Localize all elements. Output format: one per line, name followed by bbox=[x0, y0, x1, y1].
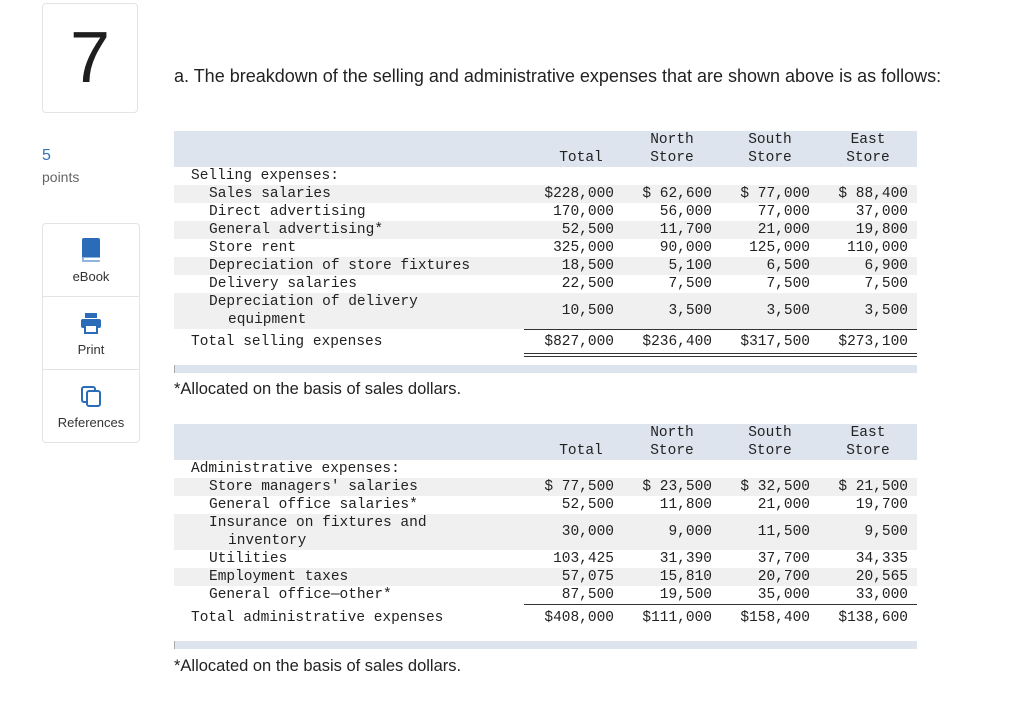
total-east: $273,100 bbox=[838, 334, 908, 350]
ebook-label: eBook bbox=[72, 269, 110, 284]
row-label: Delivery salaries bbox=[209, 276, 357, 292]
total-double-underline bbox=[524, 353, 917, 357]
row-label: Sales salaries bbox=[209, 186, 331, 202]
cell-south: 7,500 bbox=[766, 276, 810, 292]
cell-north: 7,500 bbox=[668, 276, 712, 292]
table-row bbox=[174, 496, 917, 514]
row-label: General office—other* bbox=[209, 587, 392, 603]
tools-panel bbox=[42, 223, 140, 443]
row-label: Depreciation of store fixtures bbox=[209, 258, 471, 274]
table-row bbox=[174, 550, 917, 568]
cell-north: 11,800 bbox=[659, 497, 712, 513]
cell-east: $ 88,400 bbox=[838, 186, 908, 202]
total-south: $158,400 bbox=[740, 610, 810, 626]
cell-north: 90,000 bbox=[659, 240, 712, 256]
cell-north: 9,000 bbox=[668, 524, 712, 540]
print-button[interactable] bbox=[43, 297, 139, 370]
header-total: Total bbox=[559, 443, 603, 459]
header-east-2: Store bbox=[846, 443, 890, 459]
total-row bbox=[174, 333, 917, 351]
cell-east: 34,335 bbox=[855, 551, 908, 567]
cell-north: 5,100 bbox=[668, 258, 712, 274]
table-row bbox=[174, 185, 917, 203]
points-label: points bbox=[42, 169, 80, 185]
row-label: Utilities bbox=[209, 551, 288, 567]
cell-total: 103,425 bbox=[553, 551, 614, 567]
table-row bbox=[174, 568, 917, 586]
cell-total: 10,500 bbox=[561, 303, 614, 319]
row-label-line2: inventory bbox=[228, 533, 307, 549]
section-title bbox=[174, 167, 917, 185]
total-south: $317,500 bbox=[740, 334, 810, 350]
row-label-line1: Depreciation of delivery bbox=[209, 294, 418, 310]
cell-south: 125,000 bbox=[749, 240, 810, 256]
row-label-line2: equipment bbox=[228, 312, 307, 328]
row-label bbox=[209, 293, 418, 329]
row-label: General office salaries* bbox=[209, 497, 418, 513]
row-label bbox=[209, 514, 427, 550]
cell-north: 11,700 bbox=[659, 222, 712, 238]
cell-south: 20,700 bbox=[757, 569, 810, 585]
cell-east: 7,500 bbox=[864, 276, 908, 292]
points-value: 5 bbox=[42, 147, 51, 164]
selling-expenses-table bbox=[174, 131, 917, 376]
total-north: $111,000 bbox=[642, 610, 712, 626]
cell-total: 170,000 bbox=[553, 204, 614, 220]
header-north-2: Store bbox=[650, 443, 694, 459]
cell-south: 11,500 bbox=[757, 524, 810, 540]
cell-north: 19,500 bbox=[659, 587, 712, 603]
cell-total: 22,500 bbox=[561, 276, 614, 292]
header-east-2: Store bbox=[846, 150, 890, 166]
header-north-1: North bbox=[650, 425, 694, 441]
cell-east: 110,000 bbox=[847, 240, 908, 256]
cell-total: 57,075 bbox=[561, 569, 614, 585]
print-label: Print bbox=[77, 342, 105, 357]
copy-icon bbox=[78, 383, 104, 409]
cell-south: 6,500 bbox=[766, 258, 810, 274]
cell-east: 3,500 bbox=[864, 303, 908, 319]
cell-east: 6,900 bbox=[864, 258, 908, 274]
selling-footnote: *Allocated on the basis of sales dollars. bbox=[174, 380, 462, 398]
cell-south: $ 77,000 bbox=[740, 186, 810, 202]
table-header bbox=[174, 424, 917, 460]
cell-south: 21,000 bbox=[757, 222, 810, 238]
total-east: $138,600 bbox=[838, 610, 908, 626]
cell-north: 15,810 bbox=[659, 569, 712, 585]
header-south-2: Store bbox=[748, 443, 792, 459]
table-row bbox=[174, 478, 917, 496]
subtotal-underline bbox=[524, 604, 917, 605]
table-row bbox=[174, 239, 917, 257]
table-row bbox=[174, 293, 917, 329]
section-title bbox=[174, 460, 917, 478]
cell-east: $ 21,500 bbox=[838, 479, 908, 495]
table-row bbox=[174, 203, 917, 221]
cell-north: 31,390 bbox=[659, 551, 712, 567]
subtotal-underline bbox=[524, 329, 917, 330]
total-label: Total administrative expenses bbox=[191, 610, 444, 626]
cell-total: 52,500 bbox=[561, 497, 614, 513]
header-total: Total bbox=[559, 150, 603, 166]
references-button[interactable] bbox=[43, 370, 139, 443]
header-north-1: North bbox=[650, 132, 694, 148]
section-title-label: Selling expenses: bbox=[191, 168, 339, 184]
cell-east: 20,565 bbox=[855, 569, 908, 585]
row-label: Store managers' salaries bbox=[209, 479, 418, 495]
total-total: $408,000 bbox=[544, 610, 614, 626]
cell-north: 56,000 bbox=[659, 204, 712, 220]
ebook-button[interactable] bbox=[43, 224, 139, 297]
cell-total: 87,500 bbox=[561, 587, 614, 603]
cell-total: 52,500 bbox=[561, 222, 614, 238]
row-label: Employment taxes bbox=[209, 569, 349, 585]
cell-south: 35,000 bbox=[757, 587, 810, 603]
cell-south: 3,500 bbox=[766, 303, 810, 319]
cell-south: 77,000 bbox=[757, 204, 810, 220]
table-row bbox=[174, 221, 917, 239]
table-row bbox=[174, 275, 917, 293]
cell-total: 18,500 bbox=[561, 258, 614, 274]
cell-total: $ 77,500 bbox=[544, 479, 614, 495]
table-row bbox=[174, 514, 917, 550]
row-label: Direct advertising bbox=[209, 204, 366, 220]
header-south-1: South bbox=[748, 132, 792, 148]
cell-east: 9,500 bbox=[864, 524, 908, 540]
header-east-1: East bbox=[850, 425, 886, 441]
total-north: $236,400 bbox=[642, 334, 712, 350]
question-text: a. The breakdown of the selling and administrative expenses that are shown above is as follows: bbox=[174, 66, 942, 86]
administrative-expenses-table bbox=[174, 424, 917, 650]
header-east-1: East bbox=[850, 132, 886, 148]
cell-east: 37,000 bbox=[855, 204, 908, 220]
header-south-1: South bbox=[748, 425, 792, 441]
cell-south: $ 32,500 bbox=[740, 479, 810, 495]
cell-south: 37,700 bbox=[757, 551, 810, 567]
cell-south: 21,000 bbox=[757, 497, 810, 513]
printer-icon bbox=[78, 310, 104, 336]
total-row bbox=[174, 609, 917, 627]
table-row bbox=[174, 586, 917, 604]
cell-north: 3,500 bbox=[668, 303, 712, 319]
cell-total: 325,000 bbox=[553, 240, 614, 256]
cell-total: $228,000 bbox=[544, 186, 614, 202]
cell-north: $ 62,600 bbox=[642, 186, 712, 202]
cell-east: 19,800 bbox=[855, 222, 908, 238]
row-label: General advertising* bbox=[209, 222, 384, 238]
total-label: Total selling expenses bbox=[191, 334, 383, 350]
cell-north: $ 23,500 bbox=[642, 479, 712, 495]
row-label: Store rent bbox=[209, 240, 297, 256]
header-south-2: Store bbox=[748, 150, 792, 166]
table-header bbox=[174, 131, 917, 167]
references-label: References bbox=[57, 415, 125, 430]
section-title-label: Administrative expenses: bbox=[191, 461, 400, 477]
cell-total: 30,000 bbox=[561, 524, 614, 540]
cell-east: 33,000 bbox=[855, 587, 908, 603]
table-bottom-bar bbox=[174, 641, 917, 649]
table-bottom-bar bbox=[174, 365, 917, 373]
question-number: 7 bbox=[42, 3, 138, 113]
row-label-line1: Insurance on fixtures and bbox=[209, 515, 427, 531]
total-total: $827,000 bbox=[544, 334, 614, 350]
admin-footnote: *Allocated on the basis of sales dollars. bbox=[174, 657, 462, 675]
cell-east: 19,700 bbox=[855, 497, 908, 513]
header-north-2: Store bbox=[650, 150, 694, 166]
book-icon bbox=[78, 237, 104, 263]
table-row bbox=[174, 257, 917, 275]
